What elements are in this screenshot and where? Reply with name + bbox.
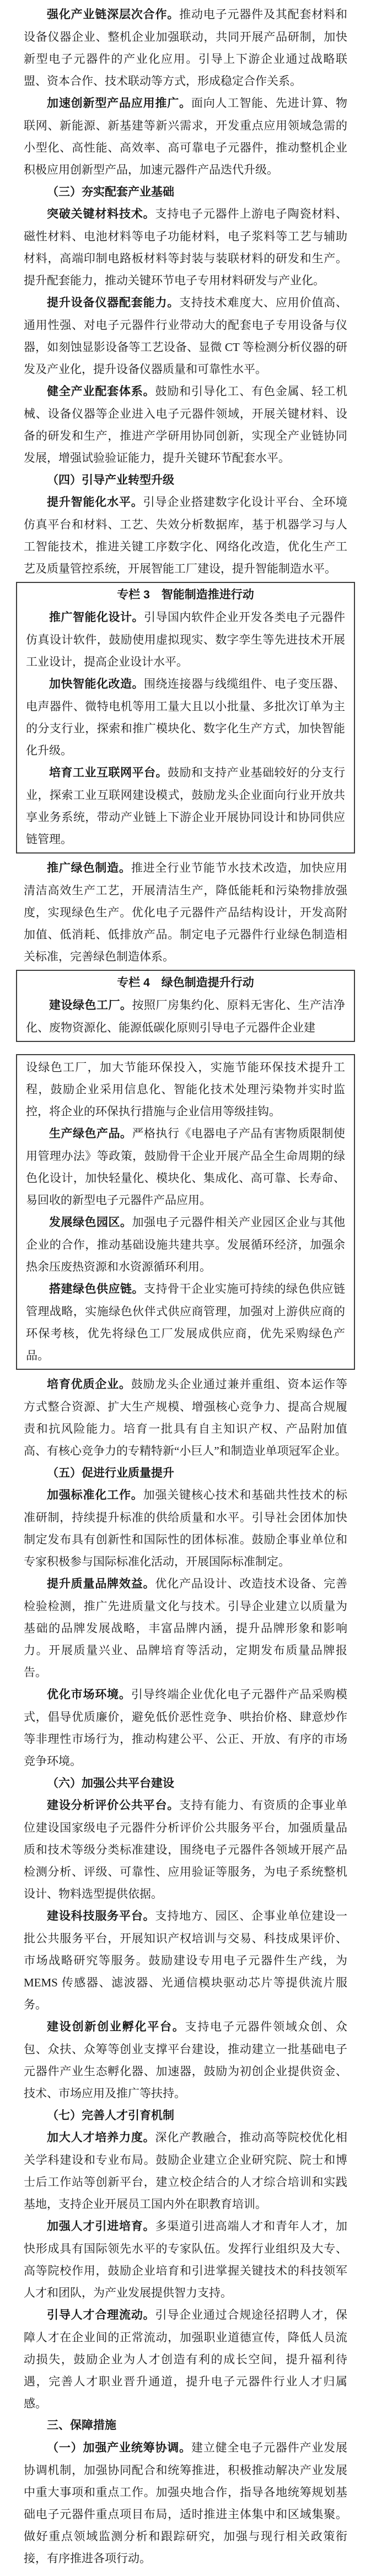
paragraph-text: 引导终端企业优化电子元器件产品采购模式，倡导优质廉价，避免低价恶性竞争、哄抬价格、肆意炒作等非理性市场行为，推动构建公平、公正、开放、有序的市场竞争环境。 bbox=[24, 1688, 348, 1768]
paragraph bbox=[24, 1905, 347, 2016]
paragraph-text: 鼓励和引导化工、有色金属、轻工机械、设备仪器等企业进入电子元器件领域，开展关键材料、设备的研发和生产，推进产学研用协同创新，实现全产业链协同发展，增强试验验证能力，提升关键环节配套水平。 bbox=[24, 385, 347, 465]
paragraph bbox=[24, 92, 347, 181]
paragraph-lead: 提升设备仪器配套能力。 bbox=[47, 296, 180, 309]
paragraph-text: 鼓励和支持产业基础较好的分支行业，探索工业互联网建设模式，鼓励龙头企业面向行业开放共享业务系统，带动产业链上下游企业开展协同设计和协同供应链管理。 bbox=[26, 766, 345, 846]
paragraph-lead: 强化产业链深层次合作。 bbox=[47, 8, 180, 21]
paragraph-lead: 培育工业互联网平台。 bbox=[49, 766, 168, 779]
paragraph-text: 围绕连接器与线缆组件、电子变压器、电声器件、微特电机等用工量大且以小批量、多批次订单为主的分支行业，探索和推广模块化、数字化生产方式，加快智能化升级。 bbox=[26, 677, 345, 757]
paragraph-lead: 建设创新创业孵化平台。 bbox=[47, 2021, 185, 2033]
box-title: 专栏 3 智能制造推进行动 bbox=[117, 588, 254, 601]
paragraph bbox=[24, 380, 347, 469]
chapter-heading: 三、保障措施 bbox=[47, 2419, 116, 2432]
section-heading: （三）夯实配套产业基础 bbox=[47, 185, 174, 198]
paragraph-text: 按照厂房集约化、原料无害化、生产洁净化、废物资源化、能源低碳化原则引导电子元器件企业建 bbox=[26, 998, 345, 1034]
paragraph-text: 多渠道引进高端人才和青年人才，加快形成具有国际领先水平的专家队伍。发挥行业组织及大专、高等院校作用，鼓励企业培育和引进掌握关键技术的科技领军人才和团队，为产业发展提供智力支持。 bbox=[24, 2219, 347, 2299]
paragraph bbox=[26, 1278, 345, 1367]
paragraph-text: 推进全行业节能节水技术改造，加快应用清洁高效生产工艺，开展清洁生产，降低能耗和污染物排放强度，实现绿色生产。优化电子元器件产品结构设计，开发高附加值、低消耗、低排放产品。制定电子元器件行业绿色制造相关标准，完善绿色制造体系。 bbox=[24, 861, 348, 963]
paragraph-lead: 建设绿色工厂。 bbox=[49, 999, 132, 1012]
section-heading: （五）促进行业质量提升 bbox=[47, 1466, 174, 1479]
paragraph bbox=[24, 203, 347, 291]
paragraph-lead: 加速创新型产品应用推广。 bbox=[47, 97, 191, 110]
paragraph-lead: 加强人才引进培育。 bbox=[47, 2220, 155, 2233]
paragraph-text: 引导国内软件企业开发各类电子元器件仿真设计软件，鼓励使用虚拟现实、数字孪生等先进技术开展工业设计，提高企业设计水平。 bbox=[26, 611, 345, 668]
paragraph-text: 鼓励龙头企业通过兼并重组、资本运作等方式整合资源、扩大生产规模、增强核心竞争力、提高合规履责和抗风险能力。培育一批具有自主知识产权、产品附加值高、有核心竞争力的专精特新“小巨人”和制造业单项冠军企业。 bbox=[24, 1378, 348, 1457]
paragraph-text: 优化产品设计、改造技术设备、完善检验检测，推广先进质量文化与技术。引导企业建立以质量为基础的品牌发展战略，丰富品牌内涵，提升品牌形象和影响力。开展质量兴业、品牌培育等活动，定期发布质量品牌报告。 bbox=[24, 1577, 347, 1679]
paragraph bbox=[24, 291, 347, 380]
paragraph-text: 加强关键核心技术和基础共性技术的标准研制，持续提升标准的供给质量和水平。引导社会团体加快制定发布具有创新性和国际性的团体标准。鼓励企事业单位和专家积极参与国际标准化活动，开展国际标准制定。 bbox=[24, 1488, 348, 1568]
paragraph bbox=[24, 857, 347, 968]
callout-box-smart-manufacturing bbox=[16, 582, 355, 854]
paragraph-text: 建立健全电子元器件产业发展协调机制，加强协同配合和统筹推进，积极推动解决产业发展中重大事项和重点工作。加强央地合作，指导各地统筹规划基础电子元器件重点项目布局，适时推进主体集中和区域集聚。做好重点领域监测分析和跟踪研究，加强与现行相关政策衔接，有序推进各项行动。 bbox=[24, 2441, 347, 2565]
paragraph bbox=[24, 2437, 347, 2569]
section-heading: （六）加强公共平台建设 bbox=[47, 1776, 174, 1790]
paragraph-lead: 发展绿色园区。 bbox=[49, 1216, 132, 1229]
paragraph bbox=[24, 1794, 347, 1905]
paragraph-text: 支持骨干企业实施可持续的绿色供应链管理战略，实施绿色伙伴式供应商管理，加强对上游供应商的环保考核，优先将绿色工厂发展成供应商，优先采购绿色产品。 bbox=[26, 1282, 345, 1362]
paragraph bbox=[26, 1211, 345, 1278]
paragraph-lead: 健全产业配套体系。 bbox=[47, 385, 155, 398]
paragraph bbox=[24, 1573, 347, 1683]
paragraph-lead: 加大人才培养力度。 bbox=[47, 2131, 155, 2144]
paragraph-text: 推动电子元器件及其配套材料和设备仪器企业、整机企业加强联动，共同开展产品研制，加快新型电子元器件的产业化应用。引导上下游企业通过战略联盟、资本合作、技术联动等方式，形成稳定合作关系。 bbox=[24, 8, 348, 88]
paragraph-lead: 加强标准化工作。 bbox=[47, 1489, 143, 1502]
paragraph-lead: 引导人才合理流动。 bbox=[47, 2309, 155, 2321]
paragraph-text: 深化产教融合，推动高等院校优化相关学科建设和专业布局。鼓励企业建立企业研究院、院士和博士后工作站等创新平台，建立校企结合的人才综合培训和实践基地，支持企业开展员工国内外在职教育培训。 bbox=[24, 2131, 347, 2211]
paragraph-text: 支持电子元器件上游电子陶瓷材料、磁性材料、电池材料等电子功能材料，电子浆料等工艺与辅助材料，高端印制电路板材料等封装与装联材料的研发和生产。提升配套能力，推动关键环节电子专用材料研发与产业化。 bbox=[24, 207, 347, 287]
paragraph bbox=[24, 1373, 347, 1462]
paragraph bbox=[26, 606, 345, 673]
paragraph-lead: 推广绿色制造。 bbox=[47, 862, 131, 874]
paragraph bbox=[24, 1683, 347, 1772]
paragraph bbox=[24, 491, 347, 580]
paragraph bbox=[26, 1122, 345, 1211]
paragraph bbox=[26, 762, 345, 850]
paragraph-text: 支持地方、园区、企事业单位建设一批公共服务平台，开展知识产权培训与交易、科技成果评价、市场战略研究等服务。鼓励建设专用电子元器件生产线，为 MEMS 传感器、滤波器、光通信模块驱动芯片等提供流片服务。 bbox=[24, 1909, 347, 2011]
paragraph bbox=[26, 673, 345, 762]
paragraph-text: 支持电子元器件领域众创、众包、众扶、众筹等创业支撑平台建设，推动建立一批基础电子元器件产业生态孵化器、加速器，鼓励为初创企业提供资金、技术、市场应用及推广等扶持。 bbox=[24, 2020, 347, 2100]
paragraph-lead: 提升智能化水平。 bbox=[47, 496, 143, 509]
paragraph bbox=[24, 1484, 347, 1573]
paragraph-text: 引导企业通过合规途径招聘人才，保障人才在企业间的正常流动，加强职业道德宣传，降低人员流动损失，鼓励企业为人才创造有利的成长空间，提升福利待遇，完善人才职业晋升通道，提升电子元器件行业人才归属感。 bbox=[24, 2308, 347, 2410]
paragraph-text: 面向人工智能、先进计算、物联网、新能源、新基建等新兴需求，开发重点应用领域急需的小型化、高性能、高效率、高可靠电子元器件，推动整机企业积极应用创新型产品，加速元器件产品迭代升级。 bbox=[24, 96, 347, 176]
paragraph-text: 严格执行《电器电子产品有害物质限制使用管理办法》等政策，鼓励骨干企业开展产品全生命周期的绿色化设计，加快轻量化、模块化、集成化、高可靠、长寿命、易回收的新型电子元器件产品应用。 bbox=[26, 1127, 345, 1207]
paragraph bbox=[24, 2304, 347, 2415]
section-heading: （七）完善人才引育机制 bbox=[47, 2109, 174, 2122]
paragraph-lead: 推广智能化设计。 bbox=[49, 611, 144, 624]
paragraph-text: 支持技术难度大、应用价值高、通用性强、对电子元器件行业带动大的配套电子专用设备与仪器，如刻蚀显影设备等工艺设备、显微 CT 等检测分析仪器的研发及产业化，提升设备仪器质量和可靠性水平。 bbox=[24, 296, 348, 376]
box-title: 专栏 4 绿色制造提升行动 bbox=[117, 976, 254, 989]
paragraph-lead: 搭建绿色供应链。 bbox=[49, 1283, 144, 1295]
paragraph-lead: 优化市场环境。 bbox=[47, 1688, 131, 1701]
paragraph bbox=[24, 2215, 347, 2304]
callout-box-green-manufacturing-part1 bbox=[16, 970, 355, 1042]
paragraph-text: 引导企业搭建数字化设计平台、全环境仿真平台和材料、工艺、失效分析数据库，基于机器学习与人工智能技术，推进关键工序数字化、网络化改造，优化生产工艺及质量管控系统，开展智能工厂建设，提升智能制造水平。 bbox=[24, 495, 348, 575]
paragraph bbox=[24, 3, 347, 92]
paragraph-text: 加强电子元器件相关产业园区企业与其他企业的合作，推动基础设施共建共享。发展循环经济，加强余热余压废热资源和水资源循环利用。 bbox=[26, 1216, 345, 1273]
paragraph-lead: 加快智能化改造。 bbox=[49, 678, 144, 690]
paragraph bbox=[24, 2016, 347, 2104]
paragraph-lead: 提升质量品牌效益。 bbox=[47, 1578, 155, 1590]
callout-box-green-manufacturing-part2 bbox=[16, 1054, 355, 1370]
section-heading: （四）引导产业转型升级 bbox=[47, 473, 174, 487]
paragraph-lead: 培育优质企业。 bbox=[47, 1378, 131, 1391]
paragraph-lead: 建设分析评价公共平台。 bbox=[47, 1799, 180, 1812]
paragraph-lead: （一）加强产业统筹协调。 bbox=[47, 2442, 191, 2454]
paragraph-text: 设绿色工厂，加大节能环保投入，实施节能环保技术提升工程，鼓励企业采用信息化、智能化技术处理污染物并实时监控，将企业的环保执行措施与企业信用等级挂钩。 bbox=[26, 1061, 345, 1118]
paragraph bbox=[24, 2126, 347, 2215]
paragraph-lead: 生产绿色产品。 bbox=[49, 1127, 132, 1140]
paragraph bbox=[26, 994, 345, 1039]
paragraph-text: 支持有能力、有资质的企事业单位建设国家级电子元器件分析评价公共服务平台，加强质量品质和技术等级分类标准建设，围绕电子元器件各领域开展产品检测分析、评级、可靠性、应用验证等服务，为电子系统整机设计、物料选型提供依据。 bbox=[24, 1799, 348, 1900]
paragraph bbox=[26, 1056, 345, 1122]
paragraph-lead: 突破关键材料技术。 bbox=[47, 208, 155, 220]
paragraph-lead: 建设科技服务平台。 bbox=[47, 1910, 155, 1922]
